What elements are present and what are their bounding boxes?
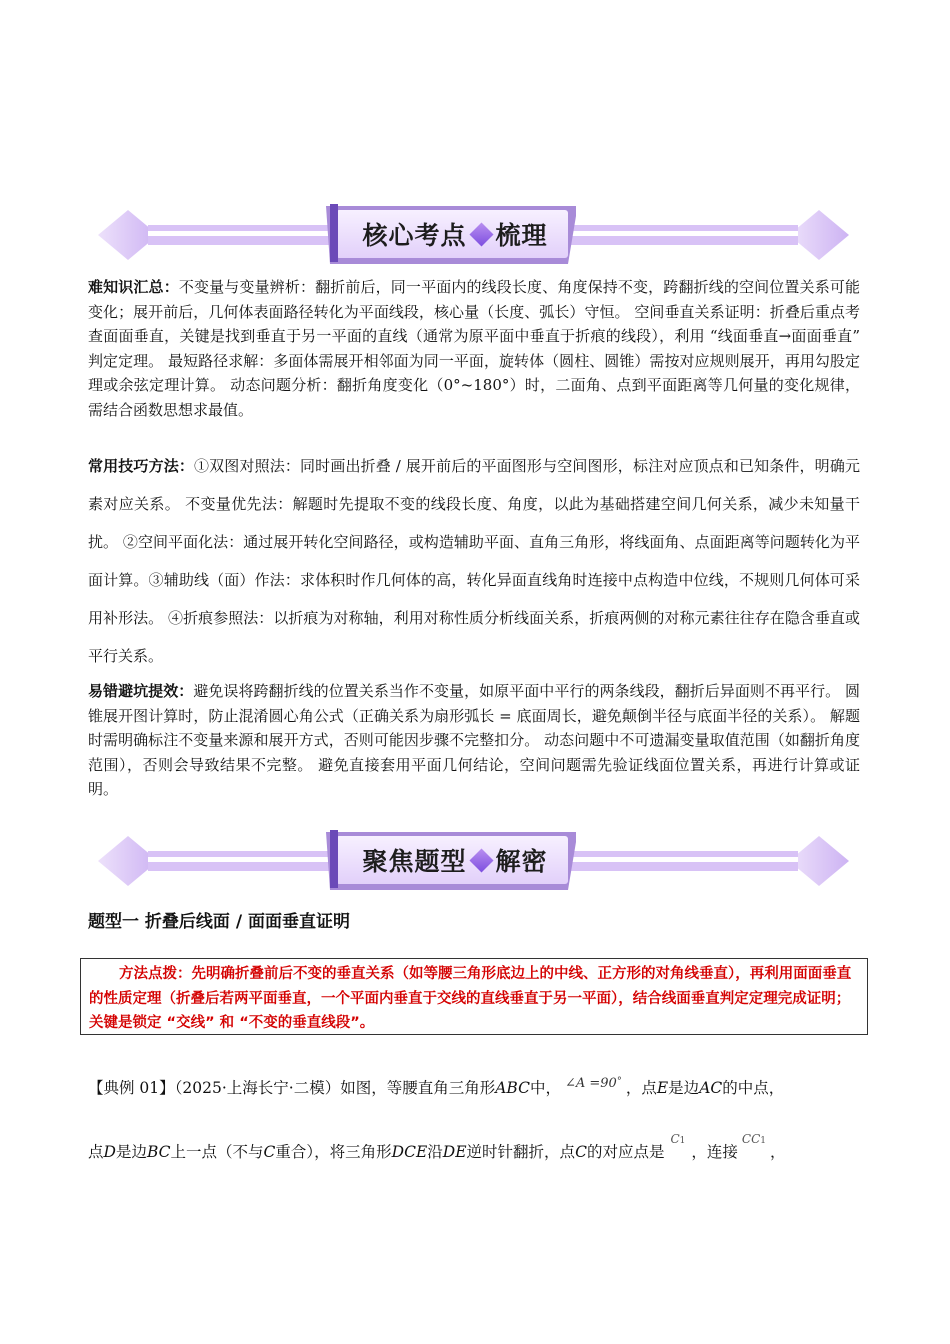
example-text: 中， (529, 1079, 561, 1097)
banner-title-right: 梳理 (495, 221, 548, 250)
techniques (88, 447, 860, 675)
example-line-2 (88, 1132, 868, 1162)
math-subscript: 1 (679, 1136, 686, 1146)
math-c: C (263, 1143, 276, 1161)
math-de: DE (442, 1143, 467, 1161)
math-c1: C (670, 1132, 680, 1146)
example-text: ， (770, 1143, 786, 1161)
math-c: C (575, 1143, 587, 1161)
knowledge-text: 不变量与变量辨析：翻折前后，同一平面内的线段长度、角度保持不变，跨翻折线的空间位置关系可能变化；展开前后，几何体表面路径转化为平面线段，核心量（长度、弧长）守恒。 空间垂直关系证明：折叠后重点考查面面垂直，关键是找到垂直于另一平面的直线（通常为原平面中垂直于折痕的线段），利用 “线面垂直→面面垂直” 判定定理。 最短路径求解：多面体需展开相邻面为同一平面，旋转体（圆柱、圆锥）需按对应规则展开，再用勾股定理或余弦定理计算。 动态问题分析：翻折角度变化（0°~180°）时，二面角、点到平面距离等几何量的变化规律，需结合函数思想求最值。 (88, 278, 860, 419)
example-text: 是边 (668, 1079, 700, 1097)
knowledge-label: 难知识汇总： (88, 278, 179, 296)
math-bc: BC (146, 1143, 171, 1161)
math-dce: DCE (391, 1143, 428, 1161)
math-cc1: CC (741, 1132, 761, 1146)
math-abc: ABC (495, 1079, 530, 1097)
example-text: 是边 (115, 1143, 147, 1161)
method-tip-box: 方法点拨：先明确折叠前后不变的垂直关系（如等腰三角形底边上的中线、正方形的对角线垂直），再利用面面垂直的性质定理（折叠后若两平面垂直，一个平面内垂直于交线的直线垂直于另一平面），结合线面垂直判定定理完成证明；关键是锁定 “交线” 和 “不变的垂直线段”。 (80, 958, 868, 1035)
banner-title-right: 解密 (495, 847, 548, 876)
example-text: 逆时针翻折，点 (466, 1143, 576, 1161)
math-degree: ° (616, 1076, 622, 1087)
banner-title-left: 核心考点 (362, 221, 467, 250)
math-ac: AC (699, 1079, 723, 1097)
math-e: E (656, 1079, 669, 1097)
example-line-1 (88, 1076, 868, 1098)
example-label: 【典例 01】 (88, 1079, 175, 1097)
knowledge-summary (88, 275, 860, 422)
diamond-icon (469, 222, 493, 246)
banner-title (345, 840, 565, 880)
diamond-icon (469, 848, 493, 872)
example-text: 点 (88, 1143, 104, 1161)
example-text: 的对应点是 (586, 1143, 665, 1161)
example-text: ，连接 (691, 1143, 738, 1161)
example-text: 沿 (427, 1143, 443, 1161)
techniques-label: 常用技巧方法： (88, 457, 195, 475)
techniques-text: ①双图对照法：同时画出折叠 / 展开前后的平面图形与空间图形，标注对应顶点和已知条件，明确元素对应关系。 不变量优先法：解题时先提取不变的线段长度、角度，以此为基础搭建空间几何关系，减少未知量干扰。 ②空间平面化法：通过展开转化空间路径，或构造辅助平面、直角三角形，将线面角、点面距离等问题转化为平面计算。③辅助线（面）作法：求体积时作几何体的高，转化异面直线角时连接中点构造中位线，不规则几何体可采用补形法。 ④折痕参照法：以折痕为对称轴，利用对称性质分析线面关系，折痕两侧的对称元素往往存在隐含垂直或平行关系。 (88, 457, 860, 665)
math-d: D (103, 1143, 116, 1161)
banner-title-left: 聚焦题型 (362, 847, 467, 876)
pitfalls-text: 避免误将跨翻折线的位置关系当作不变量，如原平面中平行的两条线段，翻折后异面则不再平行。 圆锥展开图计算时，防止混淆圆心角公式（正确关系为扇形弧长 = 底面周长，避免颠倒半径与底面半径的关系）。 解题时需明确标注不变量来源和展开方式，否则可能因步骤不完整扣分。 动态问题中不可遗漏变量取值范围（如翻折角度范围），否则会导致结果不完整。 避免直接套用平面几何结论，空间问题需先验证线面位置关系，再进行计算或证明。 (88, 682, 860, 798)
section-banner-types (98, 824, 850, 896)
math-subscript: 1 (760, 1136, 766, 1146)
section-banner-core (98, 198, 850, 270)
pitfalls-label: 易错避坑提效： (88, 682, 194, 700)
example-text: 重合），将三角形 (275, 1143, 392, 1161)
example-text: 的中点， (722, 1079, 785, 1097)
pitfalls (88, 679, 860, 802)
math-angle: ∠A =90 (564, 1076, 617, 1091)
banner-title (345, 214, 565, 254)
example-text: （2025·上海长宁·二模）如图，等腰直角三角形 (174, 1079, 496, 1097)
section-heading: 题型一 折叠后线面 / 面面垂直证明 (88, 912, 350, 932)
example-text: 上一点（不与 (170, 1143, 264, 1161)
example-text: ，点 (625, 1079, 657, 1097)
